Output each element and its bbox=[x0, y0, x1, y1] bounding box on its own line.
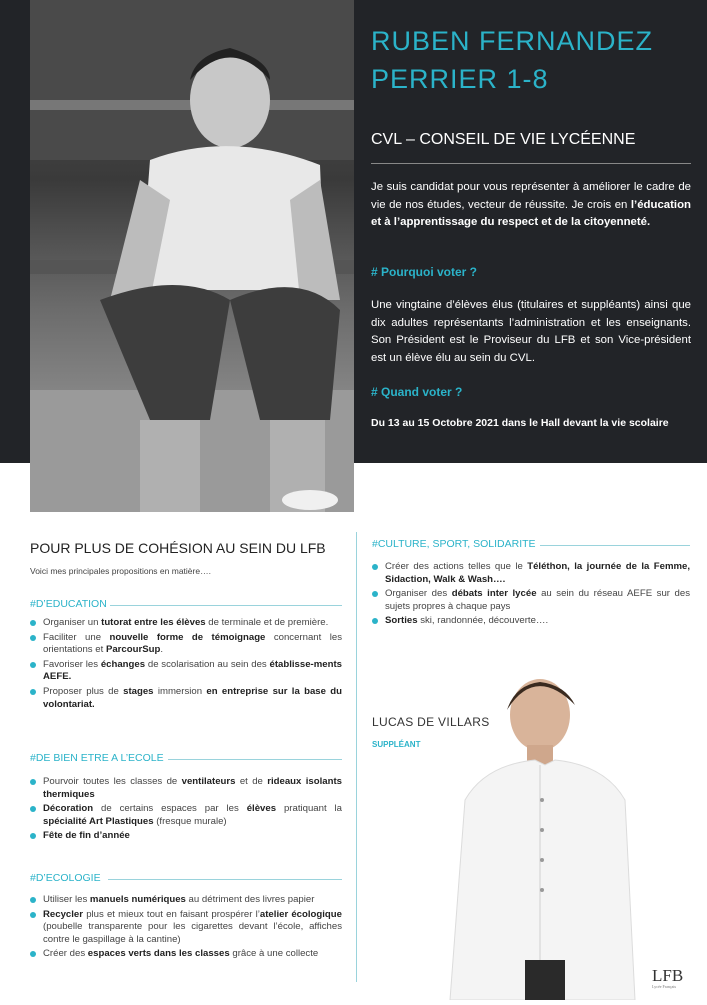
list-item-text: (poubelle transparente pour les cigarettes devant l’école, affiches contre le gaspillage à la cantine) bbox=[43, 921, 342, 945]
substitute-photo bbox=[445, 670, 707, 1000]
list-item-bold-text: Téléthon, la journée de la Femme, Sidaction, Walk & Wash…. bbox=[385, 561, 691, 585]
why-heading: # Pourquoi voter ? bbox=[371, 265, 478, 279]
candidate-name-line2: PERRIER 1-8 bbox=[371, 64, 549, 94]
list-item-bold-text: manuels numériques bbox=[89, 894, 186, 905]
list-item-bold-text: espaces verts dans les classes bbox=[87, 948, 230, 960]
bullet-icon bbox=[30, 806, 36, 812]
ecology-list bbox=[30, 894, 342, 963]
list-item-bold-text: en entreprise sur la base du volontariat. bbox=[43, 685, 342, 710]
list-item-bold-text: débats inter lycée bbox=[451, 588, 537, 600]
bullet-icon bbox=[372, 564, 378, 570]
list-item bbox=[30, 894, 342, 907]
header-divider bbox=[371, 163, 691, 164]
column-divider bbox=[356, 532, 357, 982]
list-item-text: Utiliser les bbox=[43, 894, 90, 905]
list-item bbox=[30, 632, 342, 657]
list-item-text: pratiquant la bbox=[276, 803, 342, 815]
logo-text: LFB bbox=[652, 966, 684, 985]
culture-heading-line bbox=[540, 545, 690, 546]
list-item-text: Créer des bbox=[43, 948, 88, 960]
intro-text: Je suis candidat pour vous représenter à améliorer le cadre de vie de nos études, vecteur de réussite. Je crois en bbox=[371, 181, 691, 211]
bullet-icon bbox=[30, 779, 36, 785]
wellbeing-list bbox=[30, 776, 342, 845]
list-item-text: Pourvoir toutes les classes de bbox=[43, 776, 182, 787]
list-item bbox=[30, 909, 342, 947]
list-item-text: de scolarisation au sein des bbox=[145, 658, 270, 670]
bullet-icon bbox=[30, 912, 36, 918]
candidate-photo bbox=[30, 0, 354, 512]
list-item-text: au détriment des livres papier bbox=[185, 894, 315, 905]
list-item-bold-text: stages bbox=[123, 685, 154, 697]
list-item-text: grâce à une collecte bbox=[229, 948, 319, 960]
list-item-text: Créer des actions telles que le bbox=[385, 561, 528, 572]
bullet-icon bbox=[30, 833, 36, 839]
education-heading-line bbox=[110, 605, 342, 606]
bullet-icon bbox=[30, 951, 36, 957]
page-subtitle: CVL – CONSEIL DE VIE LYCÉENNE bbox=[371, 131, 636, 148]
list-item-text: concernant les orientations et bbox=[43, 631, 342, 656]
list-item-text: Proposer plus de bbox=[43, 685, 124, 697]
list-item-bold-text: Fête de fin d’année bbox=[43, 830, 130, 842]
bullet-icon bbox=[30, 662, 36, 668]
bullet-icon bbox=[30, 635, 36, 641]
when-paragraph: Du 13 au 15 Octobre 2021 dans le Hall devant la vie scolaire bbox=[371, 417, 669, 429]
ecology-heading-line bbox=[108, 879, 342, 880]
list-item bbox=[30, 948, 342, 961]
list-item-text: au sein du réseau AEFE sur des sujets propres à chaque pays bbox=[385, 588, 690, 612]
list-item-bold-text: Décoration bbox=[43, 803, 94, 815]
list-item-text: Organiser un bbox=[43, 617, 102, 628]
candidate-name-line1: RUBEN FERNANDEZ bbox=[371, 26, 654, 56]
list-item-bold-text: spécialité Art Plastiques bbox=[43, 815, 154, 827]
list-item-text: immersion bbox=[153, 685, 207, 697]
bullet-icon bbox=[372, 618, 378, 624]
substitute-name: LUCAS DE VILLARS bbox=[372, 715, 490, 729]
bullet-icon bbox=[30, 689, 36, 695]
list-item-text: Favoriser les bbox=[43, 658, 101, 670]
list-item-bold-text: ventilateurs bbox=[181, 776, 236, 787]
list-item-bold-text: tutorat entre les élèves bbox=[101, 617, 206, 628]
ecology-heading: #D’ECOLOGIE bbox=[30, 872, 101, 884]
list-item-text: . bbox=[160, 644, 163, 656]
list-item bbox=[30, 659, 342, 684]
list-item-text: Organiser des bbox=[385, 588, 452, 600]
list-item bbox=[30, 830, 342, 843]
list-item bbox=[30, 776, 342, 801]
intro-paragraph bbox=[371, 179, 691, 232]
list-item-bold-text: rideaux isolants thermiques bbox=[43, 776, 342, 800]
proposals-title: POUR PLUS DE COHÉSION AU SEIN DU LFB bbox=[30, 540, 326, 556]
list-item-text: (fresque murale) bbox=[153, 815, 227, 827]
culture-list bbox=[372, 561, 690, 630]
list-item-bold-text: élèves bbox=[246, 803, 277, 815]
list-item-text: de certains espaces par les bbox=[93, 803, 247, 815]
list-item-bold-text: établisse-ments AEFE. bbox=[43, 658, 342, 683]
list-item bbox=[30, 617, 342, 630]
list-item-text: Faciliter une bbox=[43, 631, 110, 643]
logo-tagline: Lycée Français bbox=[652, 984, 677, 989]
bullet-icon bbox=[30, 620, 36, 626]
school-logo bbox=[652, 966, 683, 989]
when-heading: # Quand voter ? bbox=[371, 385, 463, 399]
intro-text-bold: l’éducation et à l’apprentissage du respect et de la citoyenneté. bbox=[371, 198, 691, 228]
bullet-icon bbox=[30, 897, 36, 903]
list-item bbox=[30, 686, 342, 711]
education-list bbox=[30, 617, 342, 713]
list-item-bold-text: Sorties bbox=[385, 615, 418, 627]
list-item-bold-text: atelier écologique bbox=[259, 908, 342, 920]
culture-heading: #CULTURE, SPORT, SOLIDARITE bbox=[372, 538, 536, 550]
proposals-subtitle: Voici mes principales propositions en matière…. bbox=[30, 566, 211, 576]
list-item bbox=[30, 803, 342, 828]
bullet-icon bbox=[372, 591, 378, 597]
list-item-text: plus et mieux tout en faisant prospérer l’ bbox=[83, 908, 260, 920]
substitute-role: SUPPLÉANT bbox=[372, 740, 421, 749]
why-paragraph: Une vingtaine d’élèves élus (titulaires et suppléants) ainsi que dix adultes représentants l’administration et les enseignants. Son Président est le Proviseur du LFB et son Vice-président est un élève élu au sein du CVL. bbox=[371, 299, 691, 364]
candidate-name bbox=[371, 22, 681, 98]
list-item-bold-text: Recycler bbox=[43, 908, 84, 920]
list-item bbox=[372, 561, 690, 586]
education-heading: #D’EDUCATION bbox=[30, 598, 107, 610]
list-item-text: et de bbox=[235, 776, 268, 787]
wellbeing-heading-line bbox=[168, 759, 342, 760]
list-item bbox=[372, 588, 690, 613]
list-item-text: de terminale et de première. bbox=[205, 617, 329, 628]
list-item-bold-text: échanges bbox=[100, 658, 146, 670]
wellbeing-heading: #DE BIEN ETRE A L’ECOLE bbox=[30, 752, 164, 764]
list-item-text: ski, randonnée, découverte…. bbox=[417, 615, 549, 627]
list-item-bold-text: ParcourSup bbox=[105, 644, 161, 656]
list-item bbox=[372, 615, 690, 628]
list-item-bold-text: nouvelle forme de témoignage bbox=[109, 631, 266, 643]
